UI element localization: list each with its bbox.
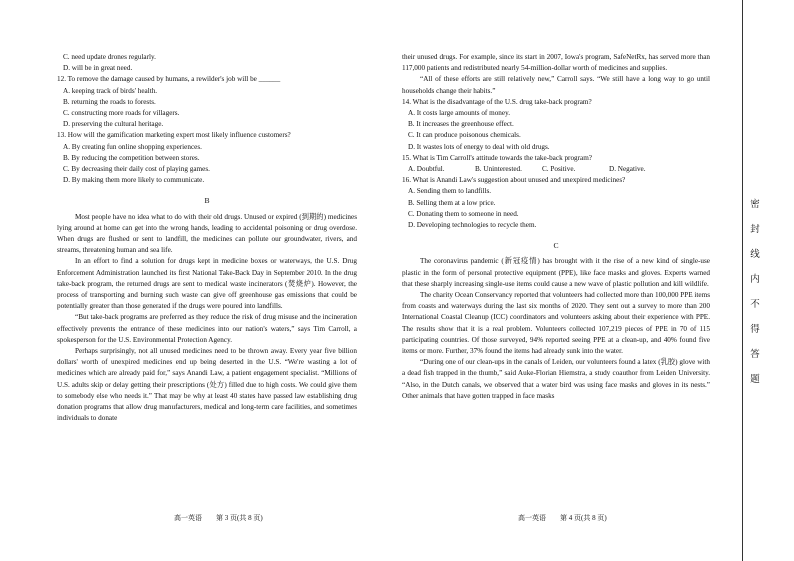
passage-b-paragraph-4: Perhaps surprisingly, not all unused medicines need to be thrown away. Every year five billion dollars' worth of unexpired medicines end up being deserted in the U.S. “We're wasting a lot of medicines which are already paid for,” says Anandi Law, a patient engagement specialist. “Millions of U.S. adults skip or delay getting their prescriptions (处方) filled due to high costs. We could give them to somebody else who needs it.” That may be why at least 40 states have passed law establishing drug donation programs that allow drug manufacturers, medical and long-term care facilities, and sometimes individuals to donate [57,347,357,423]
page-footer-right: 高一英语 第 4 页(共 8 页) [518,514,607,522]
question-15-option-b: B. Uninterested. [475,165,522,174]
question-16-option-c: C. Donating them to someone in need. [408,209,519,218]
question-12-option-b: B. returning the roads to forests. [63,97,156,106]
question-13-stem: 13. How will the gamification marketing expert most likely influence customers? [57,131,291,140]
section-b-heading: B [204,196,210,206]
passage-c-paragraph-2: The charity Ocean Conservancy reported that volunteers had collected more than 100,000 PPE items from coasts and waterways during the last six months of 2020. They sent out a survey to more than 200 International Coastal Cleanup (ICC) coordinators and volunteers asking about their experience with PPE. The results show that it is a real problem. Volunteers collected 107,219 pieces of PPE in 70 of 115 participating countries. Of those surveyed, 94% reported seeing PPE at a clean-up, and 40% found five items or more. Further, 37% found the items had already sunk into the water. [402,291,710,356]
seal-line-notice [748,196,762,396]
seal-char: 内 [750,274,760,285]
question-15-option-a: A. Doubtful. [408,165,445,174]
question-16-option-a: A. Sending them to landfills. [408,187,492,196]
passage-b-paragraph-3: “But take-back programs are preferred as they reduce the risk of drug misuse and the incineration effectively prevents the entrance of these medicines into our nation's waters,” says Tim Carroll, a spokesperson for the U.S. Environmental Protection Agency. [57,313,357,344]
option-line: D. will be in great need. [63,64,133,73]
seal-char: 线 [750,249,760,260]
seal-char: 题 [750,374,760,385]
question-15-option-c: C. Positive. [542,165,576,174]
question-15-stem: 15. What is Tim Carroll's attitude towards the take-back program? [402,153,592,162]
passage-b-continuation: their unused drugs. For example, since its start in 2007, Iowa's program, SafeNetRx, has served more than 117,000 patients and redistributed nearly 54-million-dollar worth of medicines and supplies. [402,53,710,73]
question-14-option-b: B. It increases the greenhouse effect. [408,120,514,129]
question-16-option-d: D. Developing technologies to recycle them. [408,221,537,230]
section-c-heading: C [553,241,559,251]
seal-char: 得 [750,324,760,335]
passage-b-quote: “All of these efforts are still relatively new,” Carroll says. “We still have a long way to go until households change their habits.” [402,75,710,95]
question-13-option-c: C. By decreasing their daily cost of playing games. [63,165,210,174]
right-column [402,52,710,402]
question-16-option-b: B. Selling them at a low price. [408,198,496,207]
passage-c-paragraph-1: The coronavirus pandemic (新冠疫情) has brought with it the rise of a new kind of single-use plastic in the form of personal protective equipment (PPE), like face masks and gloves. Experts warned that these sharply increasing single-use items could cause a new wave of plastic pollution and kill wildlife. [402,257,710,288]
question-15-option-d: D. Negative. [609,165,646,174]
question-12-option-a: A. keeping track of birds' health. [63,86,158,95]
seal-char: 封 [750,224,760,235]
seal-char: 不 [750,299,760,310]
question-12-stem: 12. To remove the damage caused by humans, a rewilder's job will be ______ [57,75,281,84]
passage-c-paragraph-3: “During one of our clean-ups in the canals of Leiden, our volunteers found a latex (乳胶) glove with a dead fish trapped in the thumb,” said Auke-Florian Hiemstra, a study coauthor from Leiden University. “Also, in the Dutch canals, we observed that a water bird was using face masks and gloves in its nests.” Other animals that have gotten trapped in face masks [402,358,710,400]
passage-b-paragraph-1: Most people have no idea what to do with their old drugs. Unused or expired (到期的) medicines lying around at home can get into the wrong hands, leading to accidental poisoning or drug overdose. When drugs are flushed or sent to landfill, the medicines can pollute our groundwater, rivers, and streams, threatening human and sea life. [57,212,357,255]
seal-char: 密 [750,199,760,210]
question-12-option-c: C. constructing more roads for villagers. [63,109,180,118]
question-14-option-c: C. It can produce poisonous chemicals. [408,131,521,140]
question-16-stem: 16. What is Anandi Law's suggestion about unused and unexpired medicines? [402,176,626,185]
page-footer-left: 高一英语 第 3 页(共 8 页) [174,514,263,522]
passage-b-paragraph-2: In an effort to find a solution for drugs kept in medicine boxes or waterways, the U.S. Drug Enforcement Administration launched its first National Take-Back Day in September 2010. In the drug take-back program, the returned drugs are sent to medical waste incinerators (焚烧炉). However, the process of transporting and burning such waste can give off greenhouse gas emissions that could be potentially greater than those generated if the drugs were poured into landfills. [57,257,357,311]
seal-char: 答 [750,349,760,360]
question-13-option-b: B. By reducing the competition between stores. [63,153,200,162]
question-12-option-d: D. preserving the cultural heritage. [63,120,164,129]
option-line: C. need update drones regularly. [63,53,156,61]
question-14-option-a: A. It costs large amounts of money. [408,109,511,118]
seal-divider-line [742,0,743,561]
question-13-option-d: D. By making them more likely to communicate. [63,176,205,185]
question-14-option-d: D. It wastes lots of energy to deal with old drugs. [408,142,550,151]
question-15-options [402,164,710,175]
question-13-option-a: A. By creating fun online shopping experiences. [63,142,202,151]
question-14-stem: 14. What is the disadvantage of the U.S. drug take-back program? [402,97,592,106]
left-column [57,52,357,425]
